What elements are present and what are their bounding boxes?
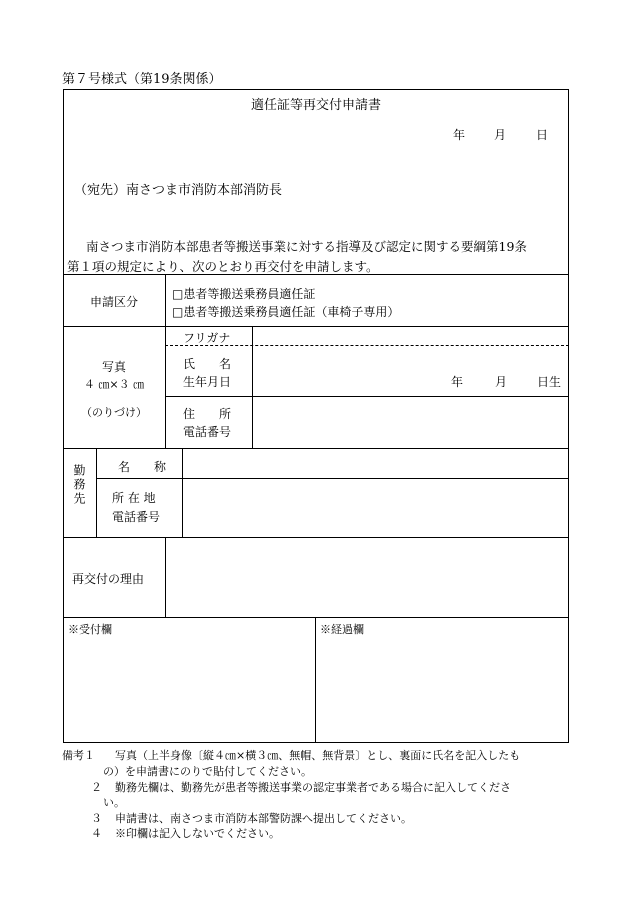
form-number: 第７号様式（第19条関係） [62,72,222,87]
applicant-mid-rule [165,396,569,397]
workplace-phone-label: 電話番号 [112,510,161,524]
dob-label: 生年月日 [183,375,232,389]
workplace-col-divider [96,448,97,537]
note-2-line-2: い。 [103,796,125,809]
reason-label: 再交付の理由 [72,572,145,586]
workplace-location-label: 所 在 地 [112,491,156,505]
intro-line-1: 南さつま市消防本部患者等搬送事業に対する指導及び認定に関する要綱第19条 [86,239,527,254]
form-title: 適任証等再交付申請書 [250,98,381,113]
date-month[interactable]: 月 [494,128,507,142]
rule-3 [63,448,569,449]
reason-divider [165,537,166,617]
category-label: 申請区分 [89,295,138,309]
workplace-value-divider [182,448,183,537]
photo-glue-note: （のりづけ） [81,406,147,419]
dob-day[interactable]: 日生 [537,375,562,389]
rule-2 [63,326,569,327]
rule-1 [63,274,569,275]
workplace-label: 勤務先 [72,464,86,506]
note-4-line-1: ※印欄は記入しないでください。 [115,827,280,840]
note-1-line-1: 写真（上半身像〔縦４㎝×横３㎝、無帽、無背景〕とし、裏面に氏名を記入したも [115,749,521,762]
progress-label: ※経過欄 [320,623,364,636]
dob-year[interactable]: 年 [451,375,464,389]
note-3-line-1: 申請書は、南さつま市消防本部警防課へ提出してください。 [115,812,412,825]
category-option-2[interactable]: □患者等搬送乗務員適任証（車椅子専用） [172,305,400,319]
category-option-1[interactable]: □患者等搬送乗務員適任証 [172,287,316,301]
intro-line-2: 第１項の規定により、次のとおり再交付を申請します。 [67,259,379,274]
addressee: （宛先）南さつま市消防本部消防長 [74,183,283,198]
address-label: 住 所 [183,407,232,421]
divider-left-col [165,274,166,448]
note-1-number: 備考１ [62,749,95,762]
phone-label: 電話番号 [183,425,232,439]
photo-label: 写真 [101,360,126,374]
note-3-number: ３ [91,812,102,825]
reception-label: ※受付欄 [68,623,112,636]
note-2-number: ２ [91,781,102,794]
workplace-name-label: 名 称 [118,460,167,474]
photo-size: ４ ㎝×３ ㎝ [83,378,145,391]
name-label: 氏 名 [183,357,232,371]
note-4-number: ４ [91,827,102,840]
furigana-label: フリガナ [183,331,231,345]
date-day[interactable]: 日 [536,128,549,142]
date-year[interactable]: 年 [453,128,466,142]
note-1-line-2: の）を申請書にのりで貼付してください。 [103,765,312,778]
bottom-divider [315,617,316,743]
workplace-mid-rule [96,478,569,479]
dob-month[interactable]: 月 [495,375,508,389]
rule-5 [63,617,569,618]
rule-4 [63,537,569,538]
note-2-line-1: 勤務先欄は、勤務先が患者等搬送事業の認定事業者である場合に記入してくださ [115,781,511,794]
